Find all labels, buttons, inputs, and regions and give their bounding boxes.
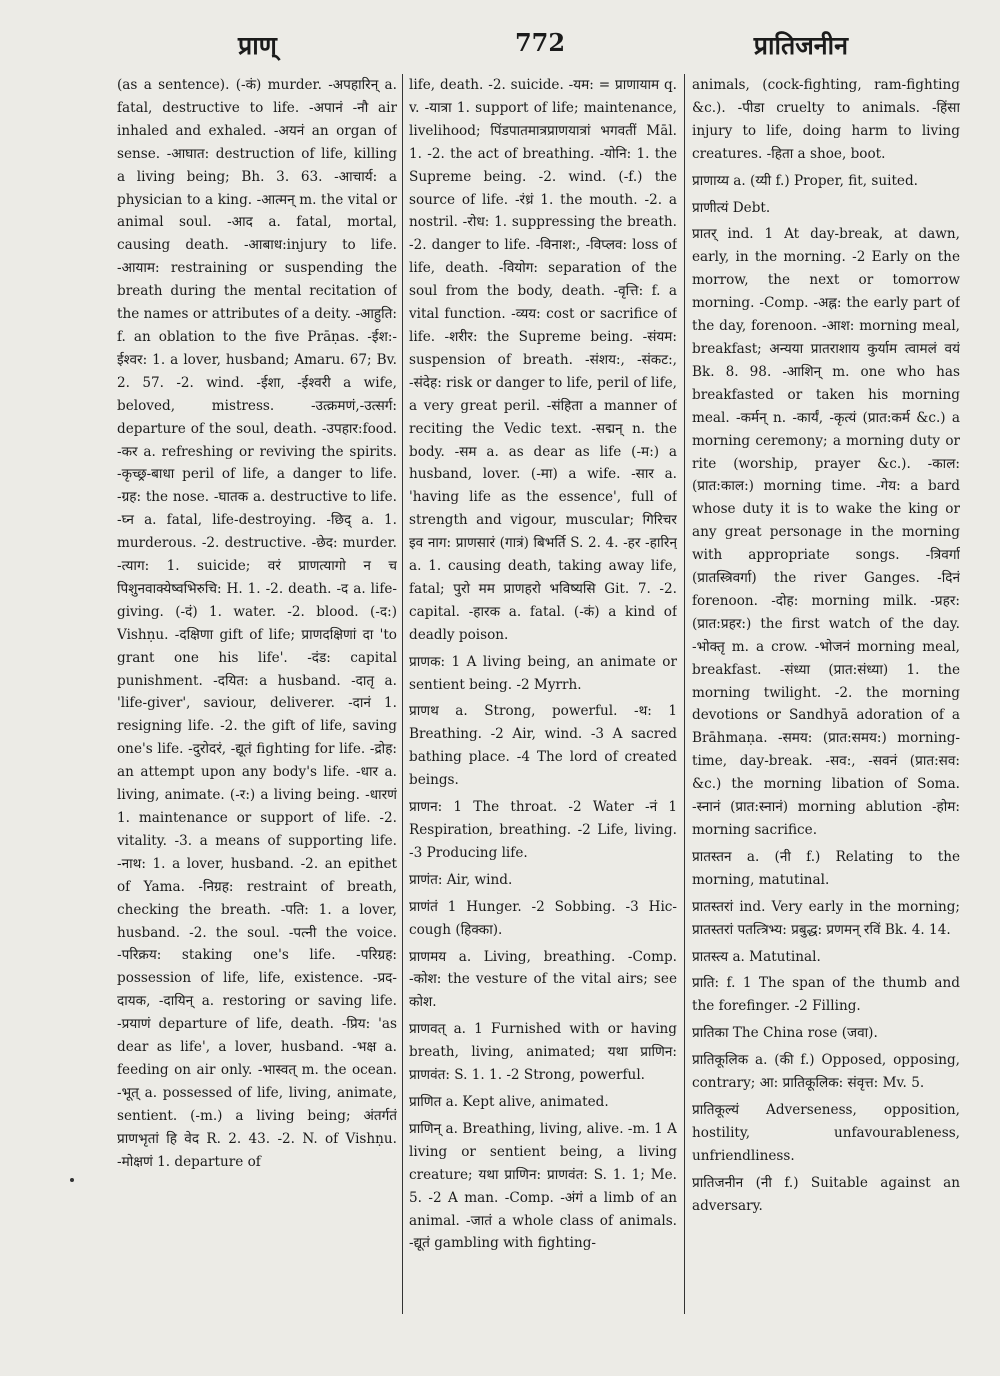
dictionary-entry: (as a sentence). (-कं) murder. -अपहारिन् a. fatal, destructive to life. -अपानं -नौ air inhaled and exhaled. -अयनं an organ of sense. -आघात: destruction of life, killing a living being; Bh. 3. 63. -आचार्य: a physician to a king. -आत्मन् m. the vital or animal soul. -आद a. fatal, mortal, causing death. -आबाध:injury to life. -आयाम: restraining or suspending the breath during the mental recitation of the names or attributes of a deity. -आहुति: f. an oblation to the five Prāṇas. -ईश:-ईश्वर: 1. a lover, husband; Amaru. 67; Bv. 2. 57. -2. wind. -ईशा, -ईश्वरी a wife, beloved, mistress. -उत्क्रमणं,-उत्सर्ग: departure of the soul, death. -उपहार:food. -कर a. refreshing or reviving the spirits. -कृच्छ्र-बाधा peril of life, a danger to life. -ग्रह: the nose. -घातक a. destructive to life. -घ्न a. fatal, life-destroying. -छिद् a. 1. murderous. -2. destructive. -छेद: murder. -त्याग: 1. suicide; वरं प्राणत्यागो न च पिशुनवाक्येष्वभिरुचि: H. 1. -2. death. -द a. life-giving. (-दं) 1. water. -2. blood. (-द:) Vishṇu. -दक्षिणा gift of life; प्राणदक्षिणां दा 'to grant one his life'. -दंड: capital punishment. -दयित: a husband. -दातृ a. 'life-giver', saviour, deliverer. -दानं 1. resigning life. -2. the gift of life, saving one's life. -दुरोदरं, -द्यूतं fighting for life. -द्रोह: an attempt upon any body's life. -धार a. living, animate. (-र:) a living being. -धारणं 1. maintenance or support of life. -2. vitality. -3. a means of supporting life. -नाथ: 1. a lover, husband. -2. an epithet of Yama. -निग्रह: restraint of breath, checking the breath. -पति: 1. a lover, husband. -2. the soul. -पत्नी the voice. -परिक्रय: staking one's life. -परिग्रह: possession of life, life, existence. -प्रद-दायक, -दायिन् a. restoring or saving life. -प्रयाणं departure of life, death. -प्रिय: 'as dear as life', a lover, husband. -भक्ष a. feeding on air only. -भास्वत् m. the ocean. -भूत् a. possessed of life, living, animate, sentient. (-m.) a living being; अंतर्गतं प्राणभृतां हि वेद R. 2. 43. -2. N. of Vishṇu. -मोक्षणं 1. departure of	[117, 77, 397, 1170]
left-running-headword: प्राण्	[238, 31, 277, 60]
dictionary-entry: प्रातर् ind. 1 At day-break, at dawn, early, in the morning. -2 Early on the morrow, the next or tomorrow morning. -Comp. -अह्न: the early part of the day, forenoon. -आश: morning meal, breakfast; अन्यया प्रातराशाय कुर्याम त्वामलं वयं Bk. 8. 98. -आशिन् m. one who has breakfasted or taken his morning meal. -कर्मन् n. -कार्यं, -कृत्यं (प्रात:कर्म &c.) a morning ceremony; a morning duty or rite (worship, prayer &c.). -काल: (प्रात:काल:) morning time. -गेय: a bard whose duty it is to wake the king or any great personage in the morning with appropriate songs. -त्रिवर्गा (प्रातस्त्रिवर्गा) the river Ganges. -दिनं forenoon. -दोह: morning milk. -प्रहर: (प्रात:प्रहर:) the first watch of the day. -भोक्तृ m. a crow. -भोजनं morning meal, breakfast. -संध्या (प्रात:संध्या) 1. the morning twilight. -2. the morning devotions or Sandhyā adoration of a Brāhmaṇa. -समय: (प्रात:समय:) morning-time, day-break. -सव:, -सवनं (प्रात:सव: &c.) the morning libation of Soma. -स्नानं (प्रात:स्नानं) morning ablution -होम: morning sacrifice.	[692, 226, 960, 838]
dictionary-entry: प्राति: f. 1 The span of the thumb and the forefinger. -2 Filling.	[692, 975, 960, 1015]
dictionary-entry: प्राणिन् a. Breathing, living, alive. -m. 1 A living or sentient being, a living creature; यथा प्राणिन: प्राणवंत: S. 1. 1; Me. 5. -2 A man. -Comp. -अंगं a limb of an animal. -जातं a whole class of animals. -द्यूतं gambling with fighting-	[409, 1120, 677, 1252]
dictionary-entry: प्रातिका The China rose (जवा).	[692, 1025, 878, 1042]
dictionary-entry: प्राणाय्य a. (य्यी f.) Proper, fit, suited.	[692, 172, 918, 189]
dictionary-entry: life, death. -2. suicide. -यम: = प्राणायाम q. v. -यात्रा 1. support of life; maintenance, livelihood; पिंडपातमात्रप्राणयात्रां भगवतीं Māl. 1. -2. the act of breathing. -योनि: 1. the Supreme being. -2. wind. (-f.) the source of life. -रंध्रं 1. the mouth. -2. a nostril. -रोध: 1. suppressing the breath. -2. danger to life. -विनाश:, -विप्लव: loss of life, death. -वियोग: separation of the soul from the body, death. -वृत्ति: f. a vital function. -व्यय: cost or sacrifice of life. -शरीर: the Supreme being. -संयम: suspension of breath. -संशय:, -संकट:, -संदेह: risk or danger to life, peril of life, a very great peril. -संहिता a manner of reciting the Vedic text. -सद्मन् n. the body. -सम a. as dear as life (-म:) a husband, lover. (-मा) a wife. -सार a. 'having life as the essence', full of strength and vigour, muscular; गिरिचर इव नाग: प्राणसारं (गात्रं) बिभर्ति S. 2. 4. -हर -हारिन् a. 1. causing death, taking away life, fatal; पुरो मम प्राणहरो भविष्यसि Git. 7. -2. capital. -हारक a. fatal. (-कं) a kind of deadly poison.	[409, 77, 677, 643]
dictionary-entry: प्राणित a. Kept alive, animated.	[409, 1093, 609, 1110]
dictionary-entry: प्राणंतं 1 Hunger. -2 Sobbing. -3 Hic-cough (हिक्का).	[409, 898, 677, 938]
dictionary-entry: प्राणंत: Air, wind.	[409, 871, 513, 888]
column-1	[117, 74, 397, 1364]
page-number: 772	[514, 28, 566, 57]
column-3	[692, 74, 960, 1364]
column-2	[409, 74, 677, 1364]
column-divider-left	[402, 74, 403, 1314]
dictionary-entry: प्रातिकूलिक a. (की f.) Opposed, opposing, contrary; आ: प्रातिकूलिक: संवृत्त: Mv. 5.	[692, 1052, 960, 1092]
column-divider-right	[684, 74, 685, 1314]
dictionary-entry: प्राणन: 1 The throat. -2 Water -नं 1 Respiration, breathing. -2 Life, living. -3 Producing life.	[409, 799, 677, 861]
dictionary-entry: प्राणवत् a. 1 Furnished with or having breath, living, animated; यथा प्राणिन: प्राणवंत: S. 1. 1. -2 Strong, powerful.	[409, 1021, 677, 1084]
dictionary-entry: प्राणमय a. Living, breathing. -Comp. -कोश: the vesture of the vital airs; see कोश.	[409, 948, 677, 1011]
dictionary-entry: प्राणीत्यं Debt.	[692, 199, 771, 216]
dictionary-entry: प्रातिकूल्यं Adverseness, opposition, hostility, unfavourableness, unfriendliness.	[692, 1101, 960, 1164]
dictionary-entry: प्रातिजनीन (नी f.) Suitable against an adversary.	[692, 1174, 960, 1214]
right-running-headword: प्रातिजनीन	[753, 31, 848, 60]
dictionary-entry: प्राणथ a. Strong, powerful. -थ: 1 Breathing. -2 Air, wind. -3 A sacred bathing place. -4 The lord of created beings.	[409, 703, 677, 789]
dictionary-entry: animals, (cock-fighting, ram-fighting &c.). -पीडा cruelty to animals. -हिंसा injury to life, doing harm to living creatures. -हिता a shoe, boot.	[692, 77, 960, 162]
dictionary-entry: प्रातस्तन a. (नी f.) Relating to the morning, matutinal.	[692, 848, 960, 888]
page-header	[0, 28, 1000, 72]
dictionary-entry: प्राणक: 1 A living being, an animate or sentient being. -2 Myrrh.	[409, 653, 677, 693]
dictionary-entry: प्रातस्त्य a. Matutinal.	[692, 948, 821, 965]
dictionary-entry: प्रातस्तरां ind. Very early in the morning; प्रातस्तरां पतत्त्रिभ्य: प्रबुद्ध: प्रणमन् रविं Bk. 4. 14.	[692, 898, 960, 938]
margin-mark	[70, 1178, 74, 1182]
